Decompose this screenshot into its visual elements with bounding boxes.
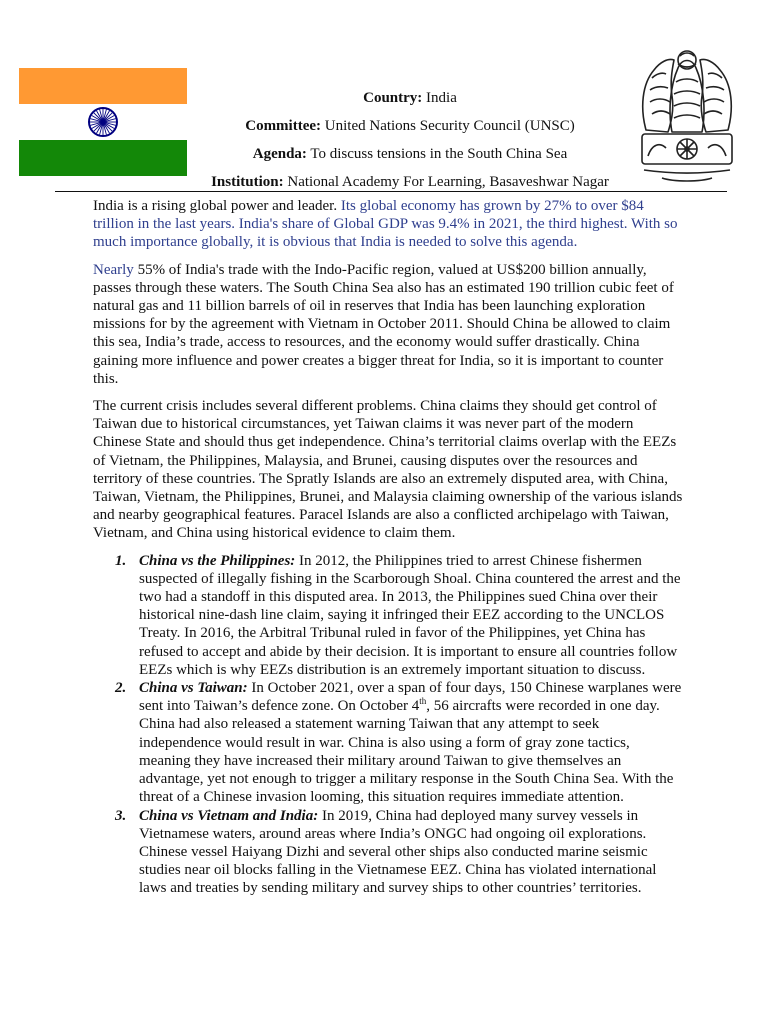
agenda-label: Agenda: xyxy=(252,146,307,162)
flag-saffron-band xyxy=(19,68,187,104)
ordinal-suffix: th xyxy=(419,696,427,707)
list-item-text: In October 2021, over a span of four days, 150 Chinese warplanes were sent into Taiwan’s defence zone. On October 4 xyxy=(139,680,682,715)
institution-label: Institution: xyxy=(211,174,284,190)
national-emblem-icon xyxy=(632,38,742,188)
list-item-number: 3. xyxy=(115,807,127,824)
paragraph-2 xyxy=(93,261,683,388)
document-body xyxy=(93,197,683,898)
country-value: India xyxy=(426,90,457,106)
committee-value: United Nations Security Council (UNSC) xyxy=(324,118,575,134)
paragraph-2-text: 55% of India's trade with the Indo-Pacific region, valued at US$200 billion annually, passes through these waters. The South China Sea also has an estimated 190 trillion cubic feet of natural gas and 11 billion barrels of oil in reserves that India has been launching exploration missions for by the agreement with Vietnam in October 2011. Should China be allowed to claim this sea, India’s trade, access to resources, and the economy would suffer drastically. China gaining more influence and power creates a bigger threat for India, so it is important to counter this. xyxy=(93,261,674,387)
paragraph-1-highlight: Its global economy has grown by 27% to over $84 trillion in the last years. India's share of Global GDP was 9.4% in 2021, the third highest. With so much importance globally, it is obvious that India is needed to solve this agenda. xyxy=(93,198,678,251)
paragraph-1-intro: India is a rising global power and leader. xyxy=(93,198,341,214)
india-flag-icon xyxy=(19,68,187,176)
list-item-heading: China vs Taiwan: xyxy=(139,680,248,697)
list-item-number: 2. xyxy=(115,680,127,697)
list-item-heading: China vs the Philippines: xyxy=(139,552,296,569)
header-divider xyxy=(55,191,727,192)
list-item-heading: China vs Vietnam and India: xyxy=(139,807,319,824)
list-item xyxy=(93,807,683,898)
agenda-value: To discuss tensions in the South China Sea xyxy=(310,146,568,162)
committee-label: Committee: xyxy=(245,118,322,134)
document-header xyxy=(190,84,630,196)
list-item-text-cont: , 56 aircrafts were recorded in one day. China had also released a statement warning Taiwan that any attempt to seek independence would result in war. China is also using a form of gray zone tactics, meaning they have increased their military around Taiwan to give themselves an advantage, yet not enough to trigger a military response in the South China Sea. With the threat of a Chinese invasion looming, this situation requires immediate attention. xyxy=(139,698,674,806)
list-item-text: In 2019, China had deployed many survey vessels in Vietnamese waters, around areas where India’s ONGC had ongoing oil explorations. Chinese vessel Haiyang Dizhi and several other ships also conducted marine seismic studies near oil blocks falling in the Vietnamese EEZ. China has violated international laws and treaties by sending military and survey ships to other countries’ territories. xyxy=(139,807,657,897)
list-item xyxy=(93,679,683,806)
flag-green-band xyxy=(19,140,187,176)
institution-value: National Academy For Learning, Basaveshwar Nagar xyxy=(287,174,609,190)
list-item-text: In 2012, the Philippines tried to arrest Chinese fishermen suspected of illegally fishing in the Scarborough Shoal. China countered the arrest and the two had a standoff in this disputed area. In 2013, the Philippines sued China over their historical nine-dash line claim, saying it infringed their EEZ according to the UNCLOS Treaty. In 2016, the Arbitral Tribunal ruled in favor of the Philippines, yet China has refused to accept and abide by their decision. It is important to ensure all countries follow EEZs which is why EEZs distribution is an extremely important situation to discuss. xyxy=(139,552,681,678)
country-line xyxy=(190,84,630,112)
conflict-list xyxy=(93,552,683,898)
agenda-line xyxy=(190,140,630,168)
committee-line xyxy=(190,112,630,140)
flag-white-band xyxy=(19,104,187,140)
list-item-number: 1. xyxy=(115,552,127,569)
ashoka-chakra-icon xyxy=(87,106,119,138)
paragraph-2-intro: Nearly xyxy=(93,261,138,278)
paragraph-1 xyxy=(93,197,683,252)
paragraph-3: The current crisis includes several different problems. China claims they should get control of Taiwan due to historical circumstances, yet Taiwan claims it was never part of the modern Chinese State and should thus get independence. China’s territorial claims overlap with the EEZs of Vietnam, the Philippines, Malaysia, and Brunei, causing disputes over the resources and territory of these countries. The Spratly Islands are also an extremely disputed area, with China, Taiwan, Vietnam, the Philippines, Brunei, and Malaysia claiming ownership of the various islands and nearby geographical features. Paracel Islands are also a conflicted archipelago with Taiwan, Vietnam, and China using historical evidence to claim them. xyxy=(93,398,683,542)
country-label: Country: xyxy=(363,90,423,106)
list-item xyxy=(93,552,683,679)
